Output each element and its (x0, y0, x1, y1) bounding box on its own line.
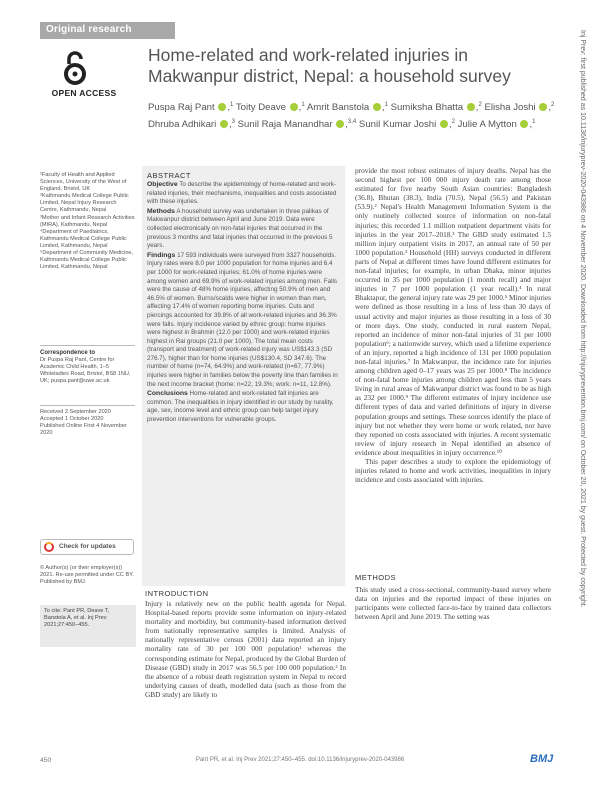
page-number: 450 (40, 757, 52, 764)
correspondence (40, 350, 135, 385)
author-name[interactable]: Elisha Joshi (484, 102, 536, 114)
introduction-heading: INTRODUCTION (145, 589, 209, 598)
open-access-icon (62, 50, 88, 86)
correspondence-text: Dr Puspa Raj Pant, Centre for Academic Child Health, 1–5 Whiteladies Road, Bristol, BS8 1NU, UK; puspa.pant@uwe.ac.uk (40, 357, 131, 385)
conclusions-label: Conclusions (147, 390, 188, 398)
check-for-updates-button[interactable]: Check for updates (40, 539, 134, 555)
affiliation: ¹Faculty of Health and Applied Sciences, University of the West of England, Bristol, UK (40, 172, 127, 193)
author-name[interactable]: Sunil Raja Manandhar (237, 119, 333, 131)
methods-heading: METHODS (355, 573, 396, 582)
orcid-icon[interactable] (440, 120, 448, 128)
orcid-icon[interactable] (539, 103, 547, 111)
objective-label: Objective (147, 181, 178, 188)
orcid-icon[interactable] (467, 103, 475, 111)
orcid-icon[interactable] (336, 120, 344, 128)
check-updates-icon (44, 542, 54, 552)
author-name[interactable]: Amrit Banstola (306, 102, 370, 114)
affiliation: ⁴Department of Paediatrics, Kathmandu Medical College Public Limited, Kathmandu, Nepal (40, 228, 127, 249)
author-name[interactable]: Toity Deave (235, 102, 286, 114)
date-published: Published Online First 4 November 2020 (40, 423, 127, 437)
affiliations (40, 172, 135, 271)
affiliation: ²Kathmandu Medical College Public Limited, Nepal Injury Research Centre, Kathmandu, Nepal (40, 193, 129, 214)
author-name[interactable]: Dhruba Adhikari (148, 119, 217, 131)
orcid-icon[interactable] (373, 103, 381, 111)
body-paragraph: This paper describes a study to explore the epidemiology of injuries related to home and work activities, inequalities in injury incidence and costs associated with injuries. (355, 457, 551, 485)
orcid-icon[interactable] (290, 103, 298, 111)
orcid-icon[interactable] (218, 103, 226, 111)
orcid-icon[interactable] (520, 120, 528, 128)
article-dates (40, 409, 135, 437)
methods-text: This study used a cross-sectional, community-based survey where data on injuries and the reported impact of these injuries on participants were collected face-to-face by trained data collectors between April and June 2019. The setting was (355, 585, 551, 622)
date-accepted: Accepted 1 October 2020 (40, 416, 104, 423)
right-column (355, 166, 551, 484)
article-title: Home-related and work-related injuries in Makwanpur district, Nepal: a household survey (148, 45, 511, 86)
findings-text: 17 593 individuals were surveyed from 3327 households. Injury rates were 8.0 per 1000 population for home injuries and 6.4 per 1000 for work-related injuries; 61.0% of home injuries were among women and 69.9% of work-related injuries among men. Falls were the cause of 48% home injuries, affecting 50.9% of men and 46.5% of women. Burns/scalds were higher in women than men, affecting 17.4% of women reporting home injuries. Cuts and piercings accounted for 39.8% of all work-related injuries and 36.3% were falls. Injury incidence varied by ethnic group: home injuries were highest in Brahmin (12.0 per 1000) and work-related injuries highest in Rai groups (21.0 per 1000). The total mean costs (transport and treatment) of work-related injury was US$143.3 (SD 276.7), higher than for home injuries (US$130.4, SD 347.6). The number of home (n=74, 64.9%) and work-related (n=67, 77.9%) injuries were higher in families below the poverty line than families in the next income bracket (home: n=22, 19.3%; work: n=11, 12.8%). (147, 251, 338, 388)
open-access-label: OPEN ACCESS (51, 88, 117, 98)
download-notice: Inj Prev: first published as 10.1136/injuryprev-2020-043986 on 4 November 2020. Downloaded from http://injuryprevention.bmj.com/ on October 20, 2021 by guest. Protected by copyright. (579, 30, 586, 608)
findings-label: Findings (147, 251, 176, 259)
introduction-text: Injury is relatively new on the public health agenda for Nepal. Hospital-based reports provide some information on injury-related mortality and morbidity, but community-based information derived from nationally representative samples is limited. Analysis of nationally representative census (2001) data reported an injury mortality rate of 30 per 100 000 population¹ whereas the corresponding estimate for Nepal, produced by the Global Burden of Disease (GBD) study in 2017 was 56.5 per 100 000 population.² In the absence of a robust death registration system in Nepal to record underlying causes of death, modelled data (such as those from the GBD study) are likely to (145, 599, 347, 699)
author-name[interactable]: Sumiksha Bhatta (390, 102, 464, 114)
citation-box: To cite: Pant PR, Deave T, Banstola A, et al. Inj Prev 2021;27:450–455. (40, 605, 136, 647)
affiliation: ³Mother and Infant Research Activities (MIRA), Kathmandu, Nepal (40, 214, 135, 228)
abstract-heading: ABSTRACT (147, 171, 192, 180)
divider (40, 345, 135, 346)
author-list: Puspa Raj Pant ,$^1$ Toity Deave ,$^1$ Amrit Banstola ,$^1$ Sumiksha Bhatta ,$^2$ Elisha Joshi ,$^2$ Dhruba Adhikari ,$^3$ Sunil Raja Manandhar ,$^{3,4}$ Sunil Kumar Joshi ,$^2$ Julie A Mytton ,$^1$ (148, 102, 555, 131)
affiliation: ⁵Department of Community Medicine, Kathmandu Medical College Public Limited, Kathmandu, Nepal (40, 250, 134, 271)
objective-text: To describe the epidemiology of home-related and work-related injuries, their mechanisms, inequalities and costs associated with these injuries. (147, 181, 337, 206)
article-type-label: Original research (40, 22, 175, 39)
abstract-box (142, 166, 345, 586)
methods-label: Methods (147, 207, 175, 215)
methods-text: A household survey was undertaken in three palikas of Makwanpur district between April and June 2019. Data were collected electronically on non-fatal injuries that occurred in the previous 3 months and fatal injuries that occurred in the previous 5 years. (147, 207, 333, 250)
footer-citation: Pant PR, et al. Inj Prev 2021;27:450–455. doi:10.1136/injuryprev-2020-043986 (195, 757, 405, 763)
divider (40, 405, 135, 406)
orcid-icon[interactable] (220, 120, 228, 128)
bmj-logo: BMJ (530, 753, 554, 765)
author-name[interactable]: Julie A Mytton (457, 119, 517, 131)
correspondence-heading: Correspondence to (40, 350, 96, 356)
body-paragraph: provide the most robust estimates of injury deaths. Nepal has the second highest per 100 000 injury death rate among those estimated for five nearby South Asian countries: Bangladesh (36.8), Bhutan (38.3), India (70.5), Nepal (56.5) and Pakistan (53.9).² Nepal's Health Management Information System is the only routinely collected source of information on non-fatal injuries; this recorded 1.1 million outpatient department visits for injuries in the year 2017–2018.³ The GBD study estimated 1.5 million injury outpatient visits in 2017, an annual rate of 50 per 1000 population.² Household (HH) surveys conducted in different parts of Nepal at different times have found different estimates for non-fatal injuries; for example, in urban Dhaka, minor injuries occurred in 35 per 1000 population (1 month recall) and major injuries in 7 per 1000 population (1 year recall).⁴ In rural Bhaktapur, the general injury rate was 29 per 1000.⁵ Minor injuries were defined as those resulting in a loss of less than 30 days of usual activity and major injuries as those resulting in a loss of 30 or more days. One study, conducted in rural eastern Nepal, reported an incidence of minor non-fatal injuries of 31 per 1000 population⁶; a nationwide survey, which used a lifetime experience of an injury, reported a high incidence of 131 per 1000 population non-fatal injuries.⁷ In Makwanpur, the incidence rate for injuries among children aged 0–17 years was 25 per 1000.⁸ The incidence of non-fatal home injuries among children aged less than 5 years living in rural areas of Makwanpur district was found to be as high as 232 per 1000.⁹ The different estimates of injury incidence use different types of data and varied definitions of injury in diverse population groups and settings. These sources identify the place of injury but not whether they were home or work related, nor have they reported on costs associated with injuries. A recent systematic review of injury research in Nepal identified an absence of evidence about inequalities in injury occurrence.¹⁰ (355, 166, 551, 457)
date-received: Received 2 September 2020 (40, 409, 111, 415)
author-name[interactable]: Sunil Kumar Joshi (358, 119, 437, 131)
copyright-notice: © Author(s) (or their employer(s)) 2021. Re-use permitted under CC BY. Published by BMJ. (40, 565, 134, 586)
conclusions-text: Home-related and work-related fall injuries are common. The inequalities in injury identified in our study by rurality, age, sex, income level and ethnic group can help target injury prevention interventions for vulnerable groups. (147, 390, 334, 424)
author-name[interactable]: Puspa Raj Pant (148, 102, 215, 114)
